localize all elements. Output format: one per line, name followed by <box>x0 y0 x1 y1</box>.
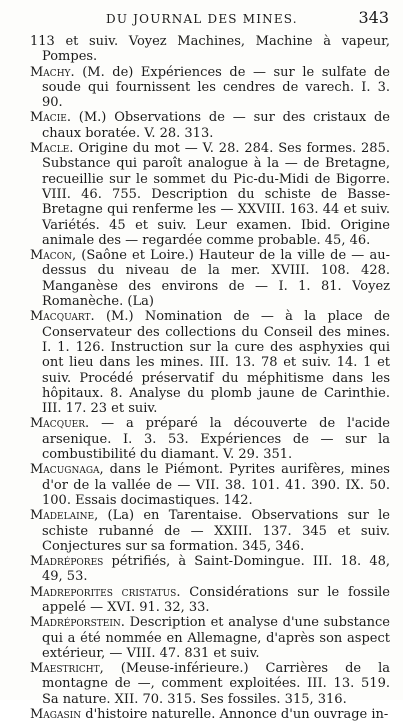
entry-headword: Madreporites cristatus. <box>30 584 181 600</box>
index-entry <box>30 248 390 309</box>
entry-headword: Madrépores <box>30 554 104 570</box>
index-entry <box>30 585 390 616</box>
entry-headword: Madréporstein. <box>30 615 125 631</box>
entry-headword: Macquer. <box>30 416 90 432</box>
entry-text: dans le Piémont. Pyrites aurifères, mines d'or de la vallée de — VII. 38. 101. 41. 390. IX. 50. 100. Essais docimastiques. 142. <box>42 462 390 508</box>
index-entry <box>30 309 390 416</box>
entry-text: Origine du mot — V. 28. 284. Ses formes. 285. Substance qui paroît analogue à la — de Bretagne, recueillie sur le sommet du Pic-du-Midi de Bigorre. VIII. 46. 755. Description du schiste de Basse-Bretagne qui renferme les — XXVIII. 163. 44 et suiv. Variétés. 45 et suiv. Leur examen. Ibid. Origine animale des — regardée comme probable. 45, 46. <box>42 141 390 248</box>
index-entry <box>30 707 390 722</box>
index-entry <box>30 416 390 462</box>
index-entry <box>30 462 390 508</box>
entry-text: Considérations sur le fossile appelé — XVI. 91. 32, 33. <box>42 584 390 615</box>
entry-text: (M. de) Expériences de — sur le sulfate de soude qui fournissent les cendres de varech. I. 3. 90. <box>42 64 390 111</box>
running-head <box>0 8 403 32</box>
index-entry <box>30 34 390 65</box>
index-entry <box>30 65 390 111</box>
index-entry <box>30 661 390 707</box>
page-number: 343 <box>358 8 389 27</box>
entry-headword: Macugnaga, <box>30 462 104 478</box>
running-head-title: DU JOURNAL DES MINES. <box>106 12 298 26</box>
entry-headword: Macquart. <box>30 309 95 325</box>
entry-text: 113 et suiv. Voyez Machines, Machine à vapeur, Pompes. <box>30 34 390 65</box>
entry-text: (M.) Observations de — sur des cristaux de chaux boratée. V. 28. 313. <box>42 110 390 141</box>
entry-text: — a préparé la découverte de l'acide arsenique. I. 3. 53. Expériences de — sur la combustibilité du diamant. V. 29. 351. <box>42 416 391 463</box>
entry-headword: Magasin <box>30 707 82 722</box>
entry-headword: Maestricht, <box>30 661 104 677</box>
entry-text: (M.) Nomination de — à la place de Conservateur des collections du Conseil des mines. I. 1. 126. Instruction sur la cure des asphyxies qui ont lieu dans les mines. III. 13. 78 et suiv. 14. 1 et suiv. Procédé préservatif du méphitisme dans les hôpitaux. 8. Analyse du plomb jaune de Carinthie. III. 17. 23 et suiv. <box>42 309 390 417</box>
index-entry <box>30 615 390 661</box>
entry-headword: Madelaine, <box>30 508 99 524</box>
entry-text: pétrifiés, à Saint-Domingue. III. 18. 48, 49, 53. <box>42 554 390 585</box>
entry-text: d'histoire naturelle. Annonce d'un ouvrage in- <box>85 707 389 722</box>
index-body <box>30 34 390 722</box>
entry-headword: Machy. <box>30 64 75 80</box>
entry-text: (Meuse-inférieure.) Carrières de la montagne de —, comment exploitées. III. 13. 519. Sa nature. XII. 70. 315. Ses fossiles. 315, 316. <box>42 661 390 707</box>
entry-text: (Saône et Loire.) Hauteur de la ville de — au-dessus du niveau de la mer. XVIII. 108. 428. Manganèse des environs de — I. 1. 81. Voyez Romanèche. (La) <box>42 248 390 310</box>
index-entry <box>30 508 390 554</box>
entry-headword: Macle. <box>30 141 74 157</box>
index-entry <box>30 141 390 248</box>
index-entry <box>30 554 390 585</box>
entry-headword: Macon, <box>30 248 77 264</box>
entry-headword: Macie. <box>30 110 71 126</box>
entry-text: (La) en Tarentaise. Observations sur le schiste rubanné de — XXIII. 137. 345 et suiv. Conjectures sur sa formation. 345, 346. <box>42 508 390 554</box>
entry-text: Description et analyse d'une substance qui a été nommée en Allemagne, d'après son aspect extérieur, — VIII. 47. 831 et suiv. <box>42 615 390 661</box>
index-entry <box>30 110 390 141</box>
